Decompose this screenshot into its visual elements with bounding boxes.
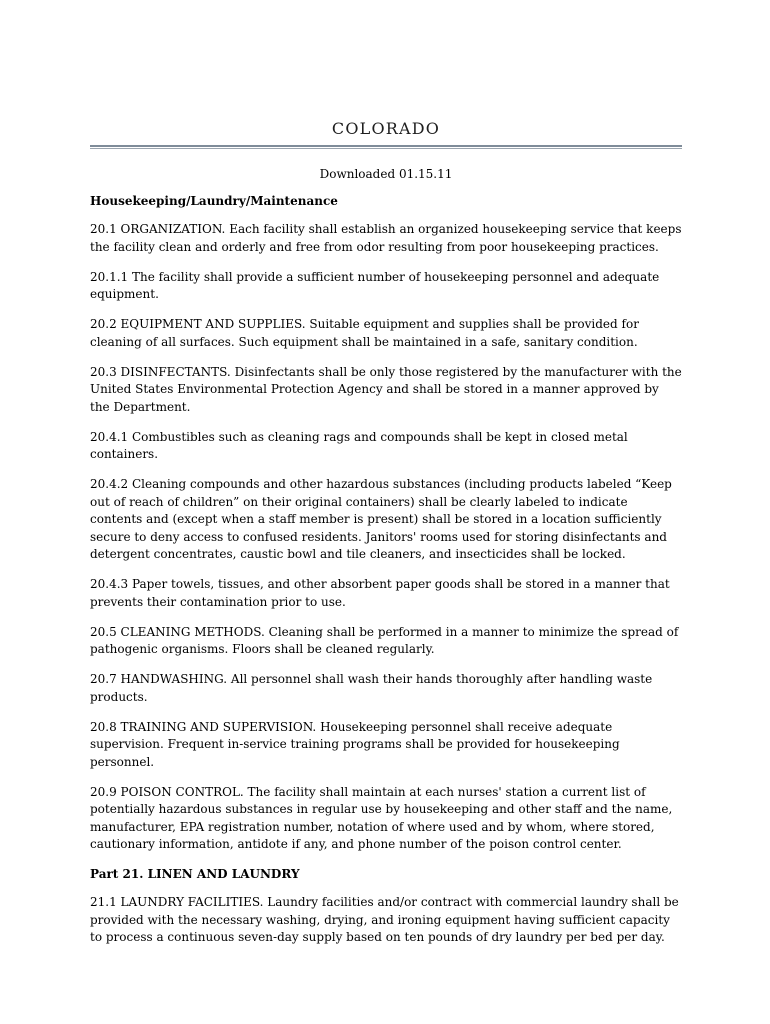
paragraph-20-4-3: 20.4.3 Paper towels, tissues, and other absorbent paper goods shall be stored in a manner that prevents their contamination prior to use. <box>90 577 670 609</box>
section-heading: Housekeeping/Laundry/Maintenance <box>90 194 338 208</box>
document-page <box>90 118 682 959</box>
paragraph-20-4-1: 20.4.1 Combustibles such as cleaning rags and compounds shall be kept in closed metal containers. <box>90 429 628 461</box>
paragraph-20-9: 20.9 POISON CONTROL. The facility shall maintain at each nurses' station a current list of potentially hazardous substances in regular use by housekeeping and other staff and the name, manufacturer, EPA registration number, notation of where used and by whom, where stored, cautionary information, antidote if any, and phone number of the poison control center. <box>90 784 673 851</box>
document-title: COLORADO <box>331 119 441 138</box>
part-heading: Part 21. LINEN AND LAUNDRY <box>90 867 300 881</box>
paragraph-20-8: 20.8 TRAINING AND SUPERVISION. Housekeeping personnel shall receive adequate supervision. Frequent in-service training programs shall be provided for housekeeping personnel. <box>90 719 620 769</box>
paragraph-20-1-1: 20.1.1 The facility shall provide a sufficient number of housekeeping personnel and adequate equipment. <box>90 269 660 301</box>
paragraph-20-1: 20.1 ORGANIZATION. Each facility shall establish an organized housekeeping service that keeps the facility clean and orderly and free from odor resulting from poor housekeeping practices. <box>90 222 682 254</box>
paragraph-20-7: 20.7 HANDWASHING. All personnel shall wash their hands thoroughly after handling waste products. <box>90 672 653 704</box>
paragraph-21-1: 21.1 LAUNDRY FACILITIES. Laundry facilities and/or contract with commercial laundry shall be provided with the necessary washing, drying, and ironing equipment having sufficient capacity to process a continuous seven-day supply based on ten pounds of dry laundry per bed per day. <box>90 895 679 944</box>
paragraph-20-3: 20.3 DISINFECTANTS. Disinfectants shall be only those registered by the manufacturer with the United States Environmental Protection Agency and shall be stored in a manner approved by the Department. <box>90 364 682 414</box>
title-divider <box>90 145 682 149</box>
paragraph-20-5: 20.5 CLEANING METHODS. Cleaning shall be performed in a manner to minimize the spread of pathogenic organisms. Floors shall be cleaned regularly. <box>90 624 679 656</box>
downloaded-date: Downloaded 01.15.11 <box>319 167 453 181</box>
paragraph-20-2: 20.2 EQUIPMENT AND SUPPLIES. Suitable equipment and supplies shall be provided for cleaning of all surfaces. Such equipment shall be maintained in a safe, sanitary condition. <box>90 317 639 349</box>
paragraph-20-4-2: 20.4.2 Cleaning compounds and other hazardous substances (including products labeled “Keep out of reach of children” on their original containers) shall be clearly labeled to indicate contents and (except when a staff member is present) shall be stored in a location sufficiently secure to deny access to confused residents. Janitors' rooms used for storing disinfectants and detergent concentrates, caustic bowl and tile cleaners, and insecticides shall be locked. <box>90 477 672 561</box>
